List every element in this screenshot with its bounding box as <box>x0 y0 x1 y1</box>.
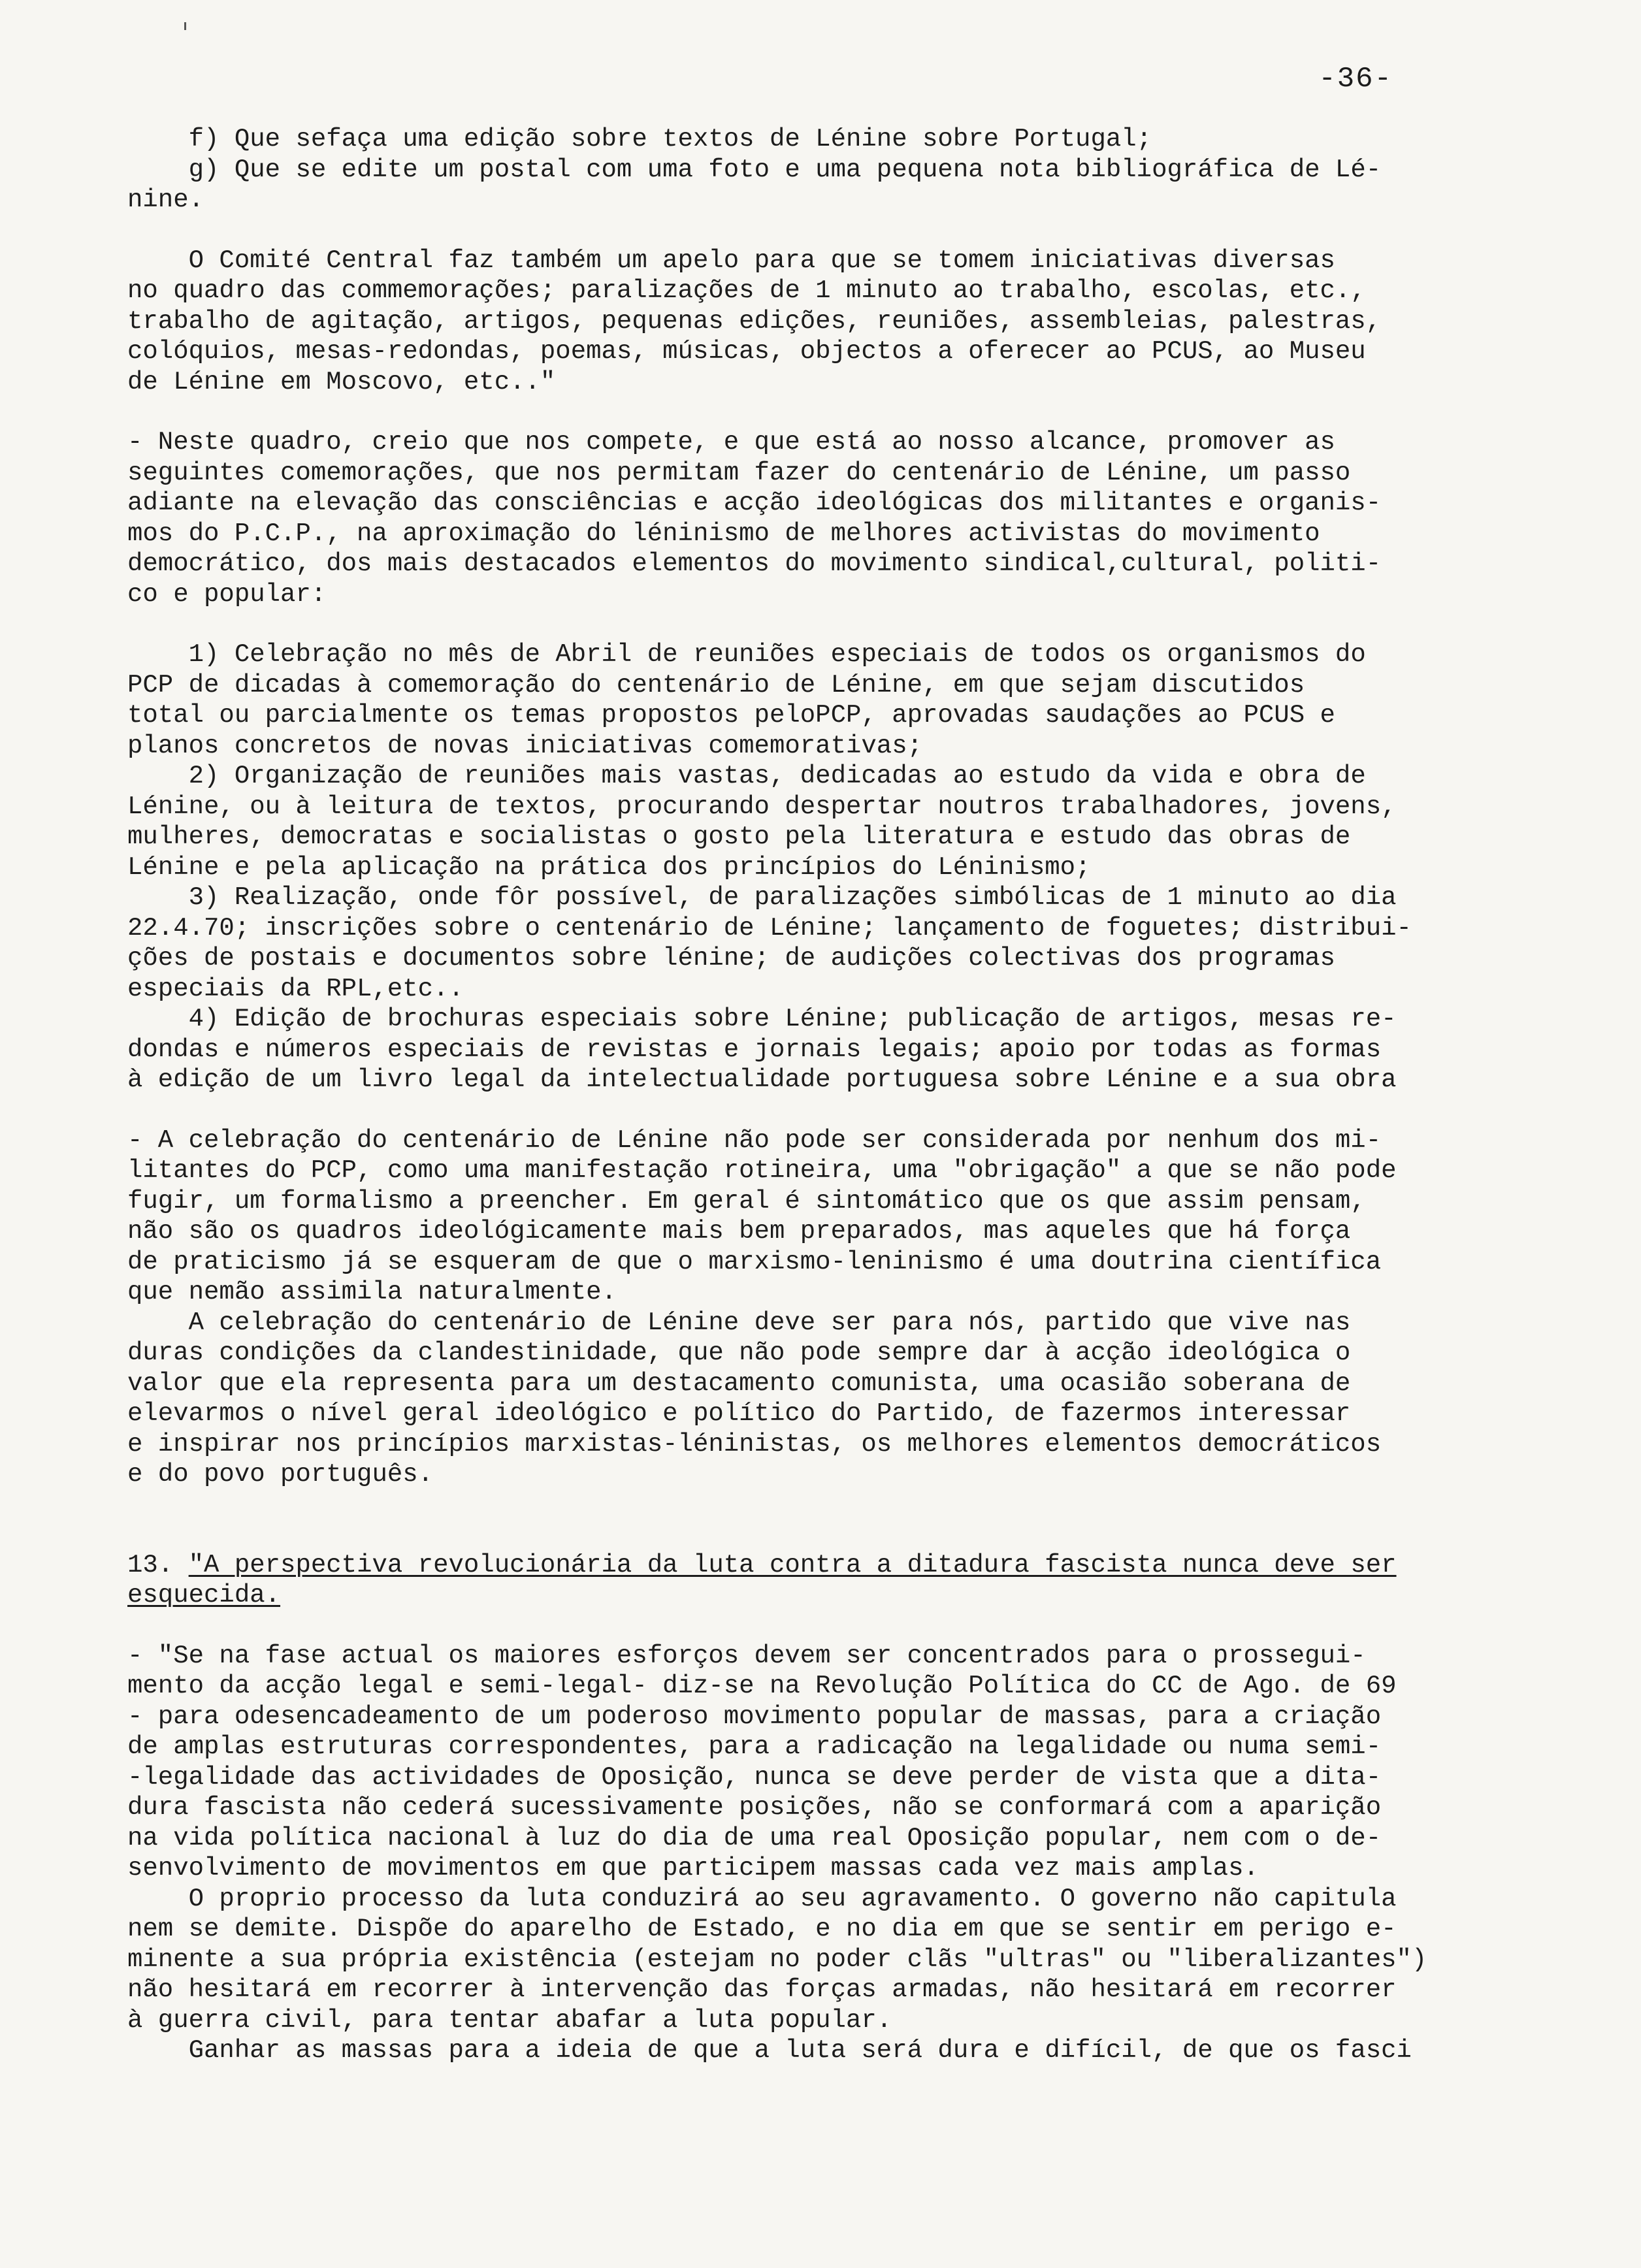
list-item-2: 2) Organização de reuniões mais vastas, dedicadas ao estudo da vida e obra de <box>127 762 1366 790</box>
text-line: -legalidade das actividades de Oposição, nunca se deve perder de vista que a dita- <box>127 1762 1382 1792</box>
text-line: valor que ela representa para um destacamento comunista, uma ocasião soberana de <box>127 1369 1351 1398</box>
list-item-4: 4) Edição de brochuras especiais sobre Lénine; publicação de artigos, mesas re- <box>127 1005 1397 1033</box>
list-item-1: 1) Celebração no mês de Abril de reuniões especiais de todos os organismos do <box>127 640 1366 669</box>
text-line: PCP de dicadas à comemoração do centenário de Lénine, em que sejam discutidos <box>127 670 1305 700</box>
text-line: g) Que se edite um postal com uma foto e uma pequena nota bibliográfica de Lé- <box>127 155 1382 184</box>
text-line: ções de postais e documentos sobre lénine; de audições colectivas dos programas <box>127 944 1335 973</box>
paragraph-cc-appeal <box>127 246 1591 398</box>
paragraph-celebracao <box>127 1126 1591 1490</box>
text-line: O proprio processo da luta conduzirá ao seu agravamento. O governo não capitula <box>127 1884 1397 1913</box>
text-line: nem se demite. Dispõe do aparelho de Estado, e no dia em que se sentir em perigo e- <box>127 1915 1397 1943</box>
text-line: Lénine, ou à leitura de textos, procurando despertar noutros trabalhadores, jovens, <box>127 792 1397 821</box>
text-line: - para odesencadeamento de um poderoso movimento popular de massas, para a criação <box>127 1702 1382 1731</box>
text-line: total ou parcialmente os temas propostos peloPCP, aprovadas saudações ao PCUS e <box>127 701 1335 730</box>
text-line: mento da acção legal e semi-legal- diz-se na Revolução Política do CC de Ago. de 69 <box>127 1672 1397 1700</box>
text-line: e do povo português. <box>127 1460 434 1489</box>
section-number: 13. <box>127 1550 189 1580</box>
text-line: não hesitará em recorrer à intervenção das forças armadas, não hesitará em recorrer <box>127 1975 1397 2004</box>
text-line: - A celebração do centenário de Lénine não pode ser considerada por nenhum dos mi- <box>127 1126 1382 1155</box>
text-line: O Comité Central faz também um apelo para que se tomem iniciativas diversas <box>127 246 1335 275</box>
text-line: democrático, dos mais destacados elementos do movimento sindical,cultural, politi- <box>127 549 1382 578</box>
text-line: de Lénine em Moscovo, etc.." <box>127 367 556 397</box>
text-line: f) Que sefaça uma edição sobre textos de Lénine sobre Portugal; <box>127 125 1152 154</box>
text-line: não são os quadros ideológicamente mais bem preparados, mas aqueles que há força <box>127 1217 1351 1246</box>
text-line: Lénine e pela aplicação na prática dos princípios do Léninismo; <box>127 852 1091 882</box>
list-item-3: 3) Realização, onde fôr possível, de paralizações simbólicas de 1 minuto ao dia <box>127 883 1397 912</box>
text-line: à guerra civil, para tentar abafar a luta popular. <box>127 2005 892 2035</box>
section-title-continued: esquecida. <box>127 1581 281 1610</box>
numbered-list <box>127 640 1591 1095</box>
text-line: - Neste quadro, creio que nos compete, e que está ao nosso alcance, promover as <box>127 428 1335 457</box>
section-heading-13 <box>127 1550 1591 1611</box>
list-items-f-g <box>127 124 1591 216</box>
text-line: no quadro das commemorações; paralizações de 1 minuto ao trabalho, escolas, etc., <box>127 276 1366 305</box>
page-number: -36- <box>1318 63 1393 95</box>
document-body <box>127 124 1591 2066</box>
text-line: dura fascista não cederá sucessivamente posições, não se conformará com a aparição <box>127 1793 1382 1822</box>
text-line: minente a sua própria existência (estejam no poder clãs "ultras" ou "liberalizantes") <box>127 1945 1427 1974</box>
text-line: Ganhar as massas para a ideia de que a luta será dura e difícil, de que os fasci <box>127 2036 1412 2065</box>
text-line: fugir, um formalismo a preencher. Em geral é sintomático que os que assim pensam, <box>127 1186 1366 1216</box>
text-line: e inspirar nos princípios marxistas-léninistas, os melhores elementos democráticos <box>127 1429 1382 1459</box>
text-line: elevarmos o nível geral ideológico e político do Partido, de fazermos interessar <box>127 1399 1351 1428</box>
text-line: na vida política nacional à luz do dia de uma real Oposição popular, nem com o de- <box>127 1823 1382 1853</box>
text-line: dondas e números especiais de revistas e jornais legais; apoio por todas as formas <box>127 1035 1382 1064</box>
text-line: colóquios, mesas-redondas, poemas, músicas, objectos a oferecer ao PCUS, ao Museu <box>127 337 1366 366</box>
text-line: à edição de um livro legal da intelectualidade portuguesa sobre Lénine e a sua obra <box>127 1065 1397 1094</box>
text-line: que nemão assimila naturalmente. <box>127 1278 617 1306</box>
text-line: seguintes comemorações, que nos permitam fazer do centenário de Lénine, um passo <box>127 458 1351 487</box>
text-line: litantes do PCP, como uma manifestação rotineira, uma "obrigação" a que se não pode <box>127 1156 1397 1185</box>
text-line: mulheres, democratas e socialistas o gosto pela literatura e estudo das obras de <box>127 822 1351 851</box>
text-line: co e popular: <box>127 579 327 609</box>
text-line: trabalho de agitação, artigos, pequenas edições, reuniões, assembleias, palestras, <box>127 306 1382 336</box>
text-line: de amplas estruturas correspondentes, para a radicação na legalidade ou numa semi- <box>127 1732 1382 1761</box>
text-line: de praticismo já se esqueram de que o marxismo-leninismo é uma doutrina científica <box>127 1247 1382 1276</box>
text-line: especiais da RPL,etc.. <box>127 974 464 1003</box>
text-line: planos concretos de novas iniciativas comemorativas; <box>127 731 922 760</box>
text-line: A celebração do centenário de Lénine deve ser para nós, partido que vive nas <box>127 1308 1351 1337</box>
text-line: duras condições da clandestinidade, que não pode sempre dar à acção ideológica o <box>127 1338 1351 1367</box>
text-line: mos do P.C.P., na aproximação do léninismo de melhores activistas do movimento <box>127 519 1320 548</box>
section-title: "A perspectiva revolucionária da luta contra a ditadura fascista nunca deve ser <box>188 1550 1397 1580</box>
stray-ink-mark <box>184 22 186 30</box>
text-line: - "Se na fase actual os maiores esforços devem ser concentrados para o prossegui- <box>127 1641 1366 1670</box>
text-line: 22.4.70; inscrições sobre o centenário de Lénine; lançamento de foguetes; distribui- <box>127 913 1412 943</box>
text-line: adiante na elevação das consciências e acção ideológicas dos militantes e organis- <box>127 489 1382 517</box>
paragraph-se-na-fase <box>127 1641 1591 2066</box>
paragraph-neste-quadro <box>127 427 1591 609</box>
text-line: senvolvimento de movimentos em que participem massas cada vez mais amplas. <box>127 1854 1259 1883</box>
text-line: nine. <box>127 186 204 214</box>
